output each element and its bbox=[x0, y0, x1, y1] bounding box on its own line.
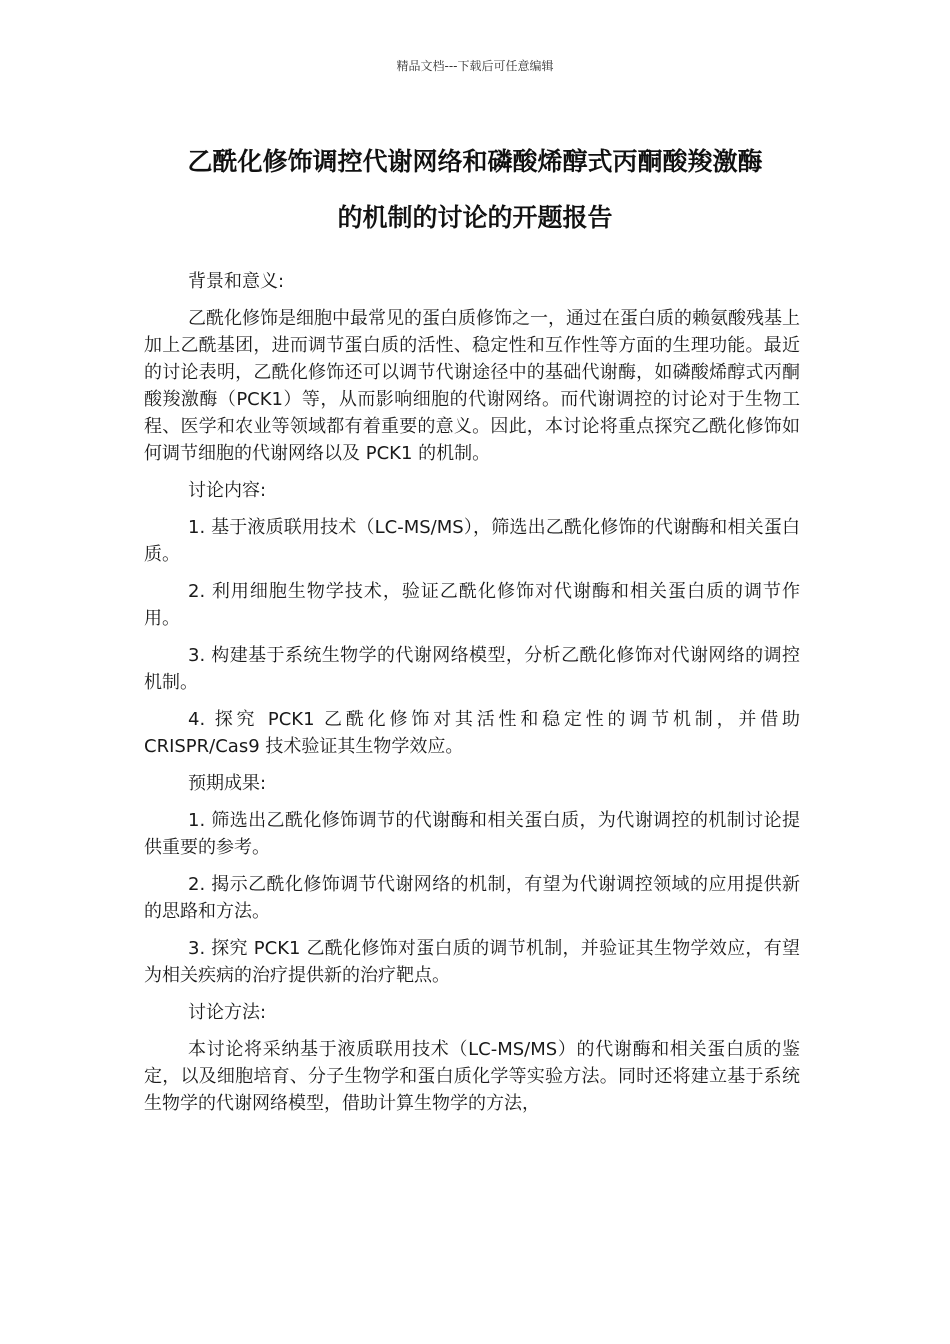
content-heading: 讨论内容: bbox=[188, 480, 267, 501]
methods-heading: 讨论方法: bbox=[188, 1002, 267, 1023]
content-item: 1. 基于液质联用技术（LC-MS/MS），筛选出乙酰化修饰的代谢酶和相关蛋白质。 bbox=[144, 517, 800, 565]
results-heading: 预期成果: bbox=[188, 773, 267, 794]
document-body bbox=[144, 268, 800, 1127]
results-item: 2. 揭示乙酰化修饰调节代谢网络的机制，有望为代谢调控领域的应用提供新的思路和方法。 bbox=[144, 874, 800, 922]
header-note: 精品文档---下载后可任意编辑 bbox=[396, 59, 554, 73]
content-item: 3. 构建基于系统生物学的代谢网络模型，分析乙酰化修饰对代谢网络的调控机制。 bbox=[144, 645, 800, 693]
results-item: 1. 筛选出乙酰化修饰调节的代谢酶和相关蛋白质，为代谢调控的机制讨论提供重要的参考。 bbox=[144, 810, 800, 858]
methods-paragraph: 本讨论将采纳基于液质联用技术（LC-MS/MS）的代谢酶和相关蛋白质的鉴定，以及细胞培育、分子生物学和蛋白质化学等实验方法。同时还将建立基于系统生物学的代谢网络模型，借助计算生物学的方法， bbox=[144, 1039, 800, 1114]
content-item: 2. 利用细胞生物学技术，验证乙酰化修饰对代谢酶和相关蛋白质的调节作用。 bbox=[144, 581, 800, 629]
background-heading: 背景和意义: bbox=[188, 271, 285, 292]
content-item: 4. 探究 PCK1 乙酰化修饰对其活性和稳定性的调节机制，并借助 CRISPR/Cas9 技术验证其生物学效应。 bbox=[144, 709, 800, 757]
document-title bbox=[140, 134, 810, 246]
results-item: 3. 探究 PCK1 乙酰化修饰对蛋白质的调节机制，并验证其生物学效应，有望为相关疾病的治疗提供新的治疗靶点。 bbox=[144, 938, 800, 986]
title-line-2: 的机制的讨论的开题报告 bbox=[337, 203, 613, 232]
title-line-1: 乙酰化修饰调控代谢网络和磷酸烯醇式丙酮酸羧激酶 bbox=[187, 147, 763, 176]
background-paragraph: 乙酰化修饰是细胞中最常见的蛋白质修饰之一，通过在蛋白质的赖氨酸残基上加上乙酰基团，进而调节蛋白质的活性、稳定性和互作性等方面的生理功能。最近的讨论表明，乙酰化修饰还可以调节代谢途径中的基础代谢酶，如磷酸烯醇式丙酮酸羧激酶（PCK1）等，从而影响细胞的代谢网络。而代谢调控的讨论对于生物工程、医学和农业等领域都有着重要的意义。因此，本讨论将重点探究乙酰化修饰如何调节细胞的代谢网络以及 PCK1 的机制。 bbox=[144, 308, 800, 464]
